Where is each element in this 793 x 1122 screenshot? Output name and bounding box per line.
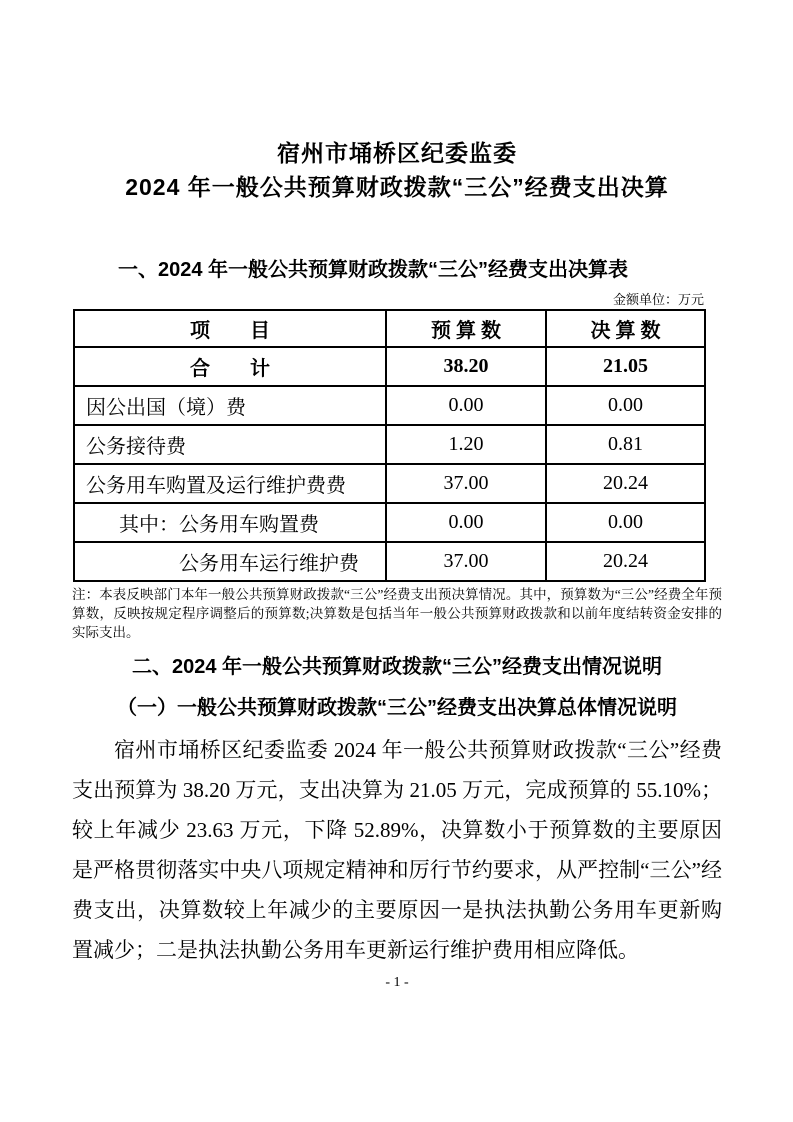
final-value: 20.24 — [546, 464, 705, 503]
final-value: 0.81 — [546, 425, 705, 464]
budget-value: 0.00 — [386, 386, 546, 425]
final-value: 20.24 — [546, 542, 705, 581]
table-row — [74, 503, 705, 542]
document-page — [72, 0, 722, 992]
budget-value: 37.00 — [386, 542, 546, 581]
amount-unit-label: 金额单位：万元 — [612, 292, 704, 307]
section2-heading: 二、2024 年一般公共预算财政拨款“三公”经费支出情况说明 — [131, 656, 663, 678]
table-row — [74, 542, 705, 581]
section2-paragraph: 宿州市埇桥区纪委监委 2024 年一般公共预算财政拨款“三公”经费支出预算为 38.20 万元，支出决算为 21.05 万元，完成预算的 55.10%；较上年减少 23.63 万元，下降 52.89%，决算数小于预算数的主要原因是严格贯彻落实中央八项规定精神和厉行节约要求，从严控制“三公”经费支出，决算数较上年减少的主要原因一是执法执勤公务用车更新购置减少；二是执法执勤公务用车更新运行维护费用相应降低。 — [72, 738, 722, 962]
expense-table-block — [73, 291, 704, 582]
final-value: 21.05 — [546, 347, 705, 386]
row-label: 合 计 — [74, 347, 386, 386]
table-row — [74, 464, 705, 503]
row-label: 因公出国（境）费 — [74, 386, 386, 425]
table-row — [74, 425, 705, 464]
expense-table — [73, 309, 706, 582]
column-header-item: 项 目 — [74, 310, 386, 347]
row-label: 公务用车运行维护费 — [74, 542, 386, 581]
column-header-budget: 预 算 数 — [386, 310, 546, 347]
table-row — [74, 386, 705, 425]
section1-heading: 一、2024 年一般公共预算财政拨款“三公”经费支出决算表 — [118, 259, 629, 281]
row-label: 公务用车购置及运行维护费费 — [74, 464, 386, 503]
table-row-total — [74, 347, 705, 386]
budget-value: 38.20 — [386, 347, 546, 386]
document-title-block — [72, 136, 722, 204]
document-title-line2: 2024 年一般公共预算财政拨款“三公”经费支出决算 — [125, 174, 669, 200]
page-number: - 1 - — [385, 975, 409, 990]
section2-subheading: （一）一般公共预算财政拨款“三公”经费支出决算总体情况说明 — [117, 697, 677, 719]
row-label: 其中：公务用车购置费 — [74, 503, 386, 542]
budget-value: 1.20 — [386, 425, 546, 464]
column-header-final: 决 算 数 — [546, 310, 705, 347]
final-value: 0.00 — [546, 503, 705, 542]
budget-value: 0.00 — [386, 503, 546, 542]
final-value: 0.00 — [546, 386, 705, 425]
table-note: 注：本表反映部门本年一般公共预算财政拨款“三公”经费支出预决算情况。其中，预算数为“三公”经费全年预算数，反映按规定程序调整后的预算数;决算数是包括当年一般公共预算财政拨款和以前年度结转资金安排的实际支出。 — [72, 587, 722, 640]
row-label: 公务接待费 — [74, 425, 386, 464]
document-title-line1: 宿州市埇桥区纪委监委 — [277, 140, 517, 166]
budget-value: 37.00 — [386, 464, 546, 503]
table-header-row — [74, 310, 705, 347]
